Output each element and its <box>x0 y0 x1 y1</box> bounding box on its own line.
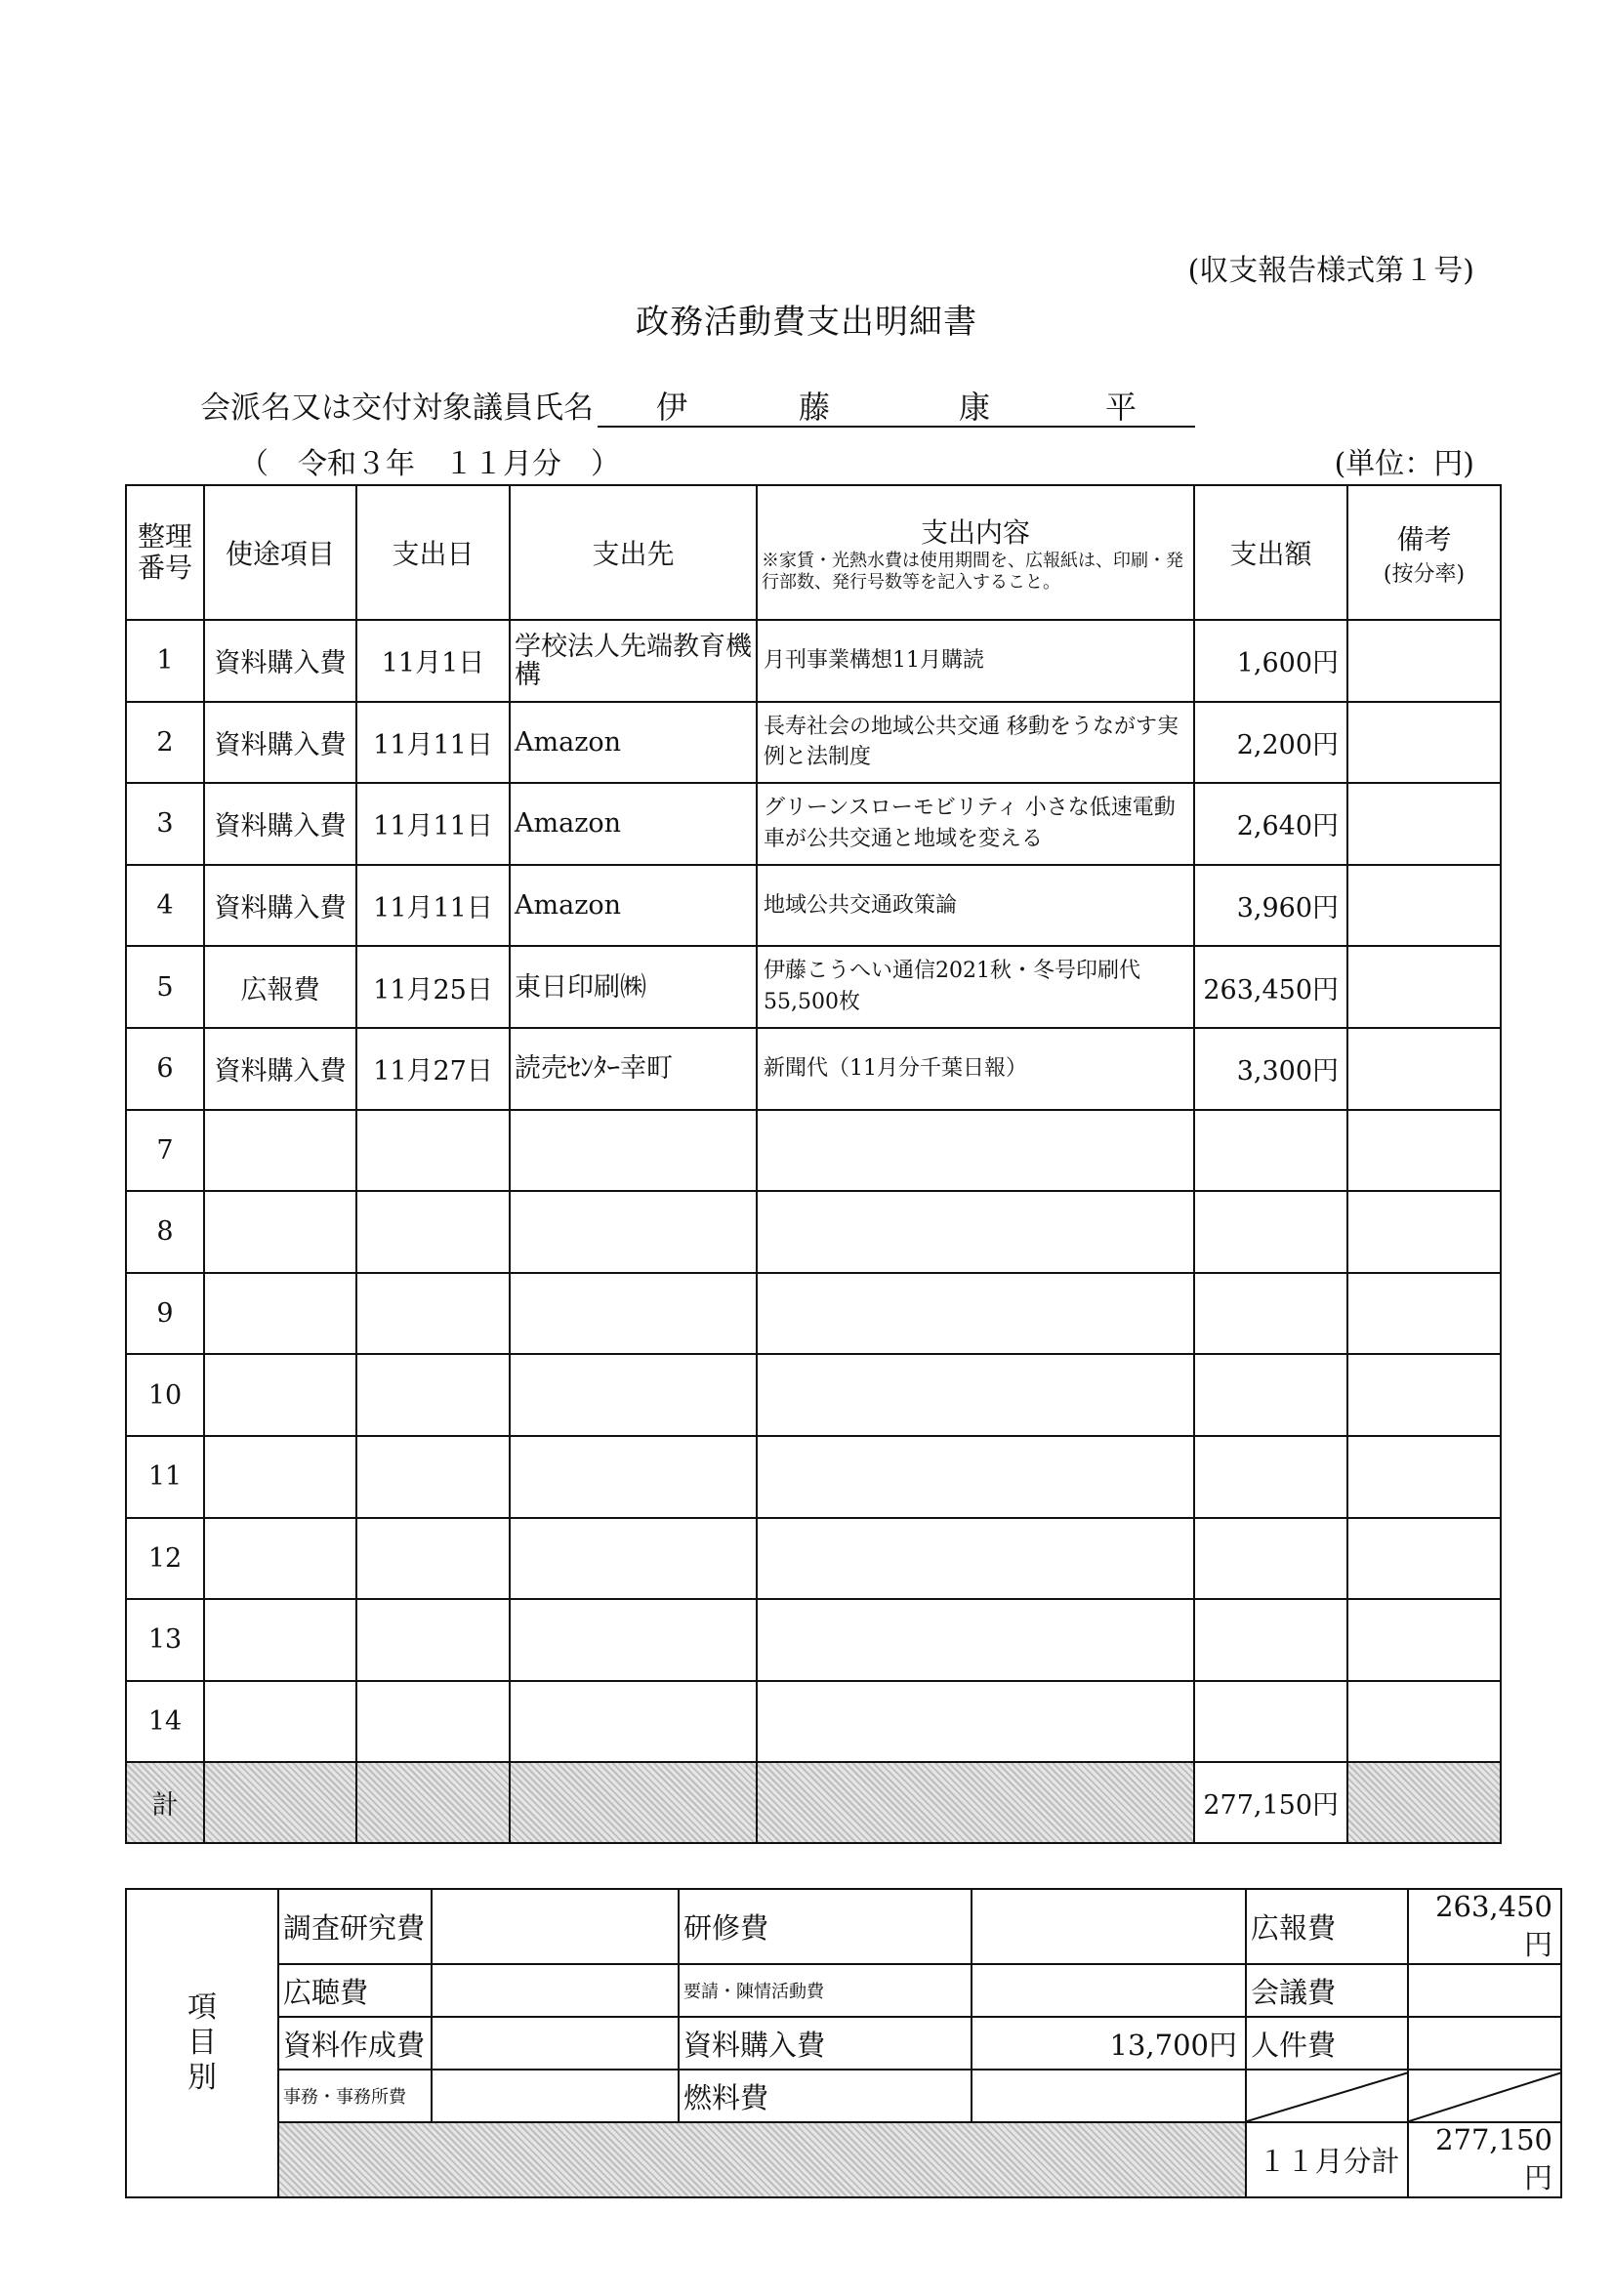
row-payee <box>510 1436 757 1518</box>
summary-label: 資料購入費 <box>679 2017 972 2070</box>
table-row <box>126 1273 1501 1355</box>
row-remarks <box>1347 1191 1501 1273</box>
row-category: 資料購入費 <box>204 702 356 784</box>
member-name-char: 藤 <box>799 389 831 426</box>
report-period: （ 令和３年 １１月分 ） <box>239 447 620 481</box>
row-no: 9 <box>126 1273 204 1355</box>
row-category <box>204 1436 356 1518</box>
row-detail: 地域公共交通政策論 <box>757 865 1194 947</box>
row-payee: Amazon <box>510 865 757 947</box>
member-name-char: 康 <box>959 389 991 426</box>
summary-value <box>1408 2017 1561 2070</box>
row-payee <box>510 1273 757 1355</box>
row-date: 11月25日 <box>356 946 510 1028</box>
row-payee: Amazon <box>510 783 757 865</box>
row-payee <box>510 1110 757 1192</box>
row-date <box>356 1273 510 1355</box>
row-amount <box>1194 1191 1347 1273</box>
total-filler <box>510 1762 757 1843</box>
table-row <box>126 1599 1501 1681</box>
form-number: (収支報告様式第１号) <box>1187 254 1474 288</box>
row-amount: 2,640円 <box>1194 783 1347 865</box>
row-amount <box>1194 1436 1347 1518</box>
row-date: 11月11日 <box>356 783 510 865</box>
row-no: 14 <box>126 1681 204 1763</box>
table-row <box>126 620 1501 702</box>
row-remarks <box>1347 946 1501 1028</box>
row-amount: 1,600円 <box>1194 620 1347 702</box>
row-category: 資料購入費 <box>204 783 356 865</box>
row-date <box>356 1191 510 1273</box>
group-name-label: 会派名又は交付対象議員氏名 <box>200 390 594 426</box>
summary-strike-cell <box>1408 2070 1561 2122</box>
row-detail: 新聞代（11月分千葉日報） <box>757 1028 1194 1110</box>
table-row <box>126 1191 1501 1273</box>
row-no: 7 <box>126 1110 204 1192</box>
summary-label: 要請・陳情活動費 <box>679 1964 972 2017</box>
row-payee <box>510 1599 757 1681</box>
row-detail: 伊藤こうへい通信2021秋・冬号印刷代55,500枚 <box>757 946 1194 1028</box>
row-date <box>356 1110 510 1192</box>
row-amount: 263,450円 <box>1194 946 1347 1028</box>
row-date: 11月11日 <box>356 865 510 947</box>
summary-label: 広報費 <box>1246 1889 1408 1964</box>
row-payee: 読売ｾﾝﾀｰ幸町 <box>510 1028 757 1110</box>
member-name-char: 平 <box>1105 389 1137 426</box>
row-category <box>204 1518 356 1600</box>
member-name <box>598 383 1195 428</box>
total-filler <box>757 1762 1194 1843</box>
row-detail <box>757 1681 1194 1763</box>
summary-value <box>432 1964 679 2017</box>
row-no: 2 <box>126 702 204 784</box>
row-amount <box>1194 1681 1347 1763</box>
row-category: 資料購入費 <box>204 1028 356 1110</box>
table-row <box>126 1518 1501 1600</box>
row-no: 11 <box>126 1436 204 1518</box>
side-char: 別 <box>187 2061 217 2095</box>
row-detail <box>757 1273 1194 1355</box>
row-remarks <box>1347 865 1501 947</box>
col-header-remarks <box>1347 485 1501 620</box>
total-filler <box>1347 1762 1501 1843</box>
total-amount: 277,150円 <box>1194 1762 1347 1843</box>
table-row <box>126 946 1501 1028</box>
row-remarks <box>1347 1354 1501 1436</box>
col-header-date: 支出日 <box>356 485 510 620</box>
col-header-category: 使途項目 <box>204 485 356 620</box>
row-remarks <box>1347 1599 1501 1681</box>
row-no: 5 <box>126 946 204 1028</box>
row-remarks <box>1347 1518 1501 1600</box>
col-header-payee: 支出先 <box>510 485 757 620</box>
summary-label: 研修費 <box>679 1889 972 1964</box>
row-category <box>204 1681 356 1763</box>
summary-value <box>972 1964 1246 2017</box>
row-detail <box>757 1354 1194 1436</box>
row-remarks <box>1347 1028 1501 1110</box>
row-payee <box>510 1354 757 1436</box>
row-detail: 月刊事業構想11月購読 <box>757 620 1194 702</box>
row-date <box>356 1436 510 1518</box>
summary-side-label <box>126 1889 278 2197</box>
row-payee: 東日印刷㈱ <box>510 946 757 1028</box>
row-no: 1 <box>126 620 204 702</box>
row-amount <box>1194 1354 1347 1436</box>
summary-value <box>972 1889 1246 1964</box>
summary-label: 調査研究費 <box>278 1889 432 1964</box>
row-amount <box>1194 1599 1347 1681</box>
total-filler <box>204 1762 356 1843</box>
unit-label: (単位：円) <box>1334 447 1474 481</box>
member-name-char: 伊 <box>656 389 688 426</box>
category-summary-table <box>125 1888 1562 2198</box>
side-char: 目 <box>187 2026 217 2060</box>
row-amount: 2,200円 <box>1194 702 1347 784</box>
row-category: 資料購入費 <box>204 865 356 947</box>
total-filler <box>356 1762 510 1843</box>
summary-label: 資料作成費 <box>278 2017 432 2070</box>
row-payee <box>510 1518 757 1600</box>
table-row <box>126 1110 1501 1192</box>
col-header-remarks-sub: (按分率) <box>1383 561 1466 587</box>
summary-value <box>432 2017 679 2070</box>
row-date: 11月1日 <box>356 620 510 702</box>
table-row <box>126 1681 1501 1763</box>
row-detail <box>757 1599 1194 1681</box>
row-no: 12 <box>126 1518 204 1600</box>
row-remarks <box>1347 1681 1501 1763</box>
side-char: 項 <box>187 1990 217 2025</box>
table-row <box>126 865 1501 947</box>
row-amount: 3,960円 <box>1194 865 1347 947</box>
row-amount: 3,300円 <box>1194 1028 1347 1110</box>
total-label: 計 <box>126 1762 204 1843</box>
row-category <box>204 1354 356 1436</box>
document-title: 政務活動費支出明細書 <box>636 303 977 342</box>
row-category <box>204 1599 356 1681</box>
row-detail <box>757 1436 1194 1518</box>
row-date <box>356 1599 510 1681</box>
diagonal-strike-icon <box>1409 2070 1562 2123</box>
row-no: 4 <box>126 865 204 947</box>
col-header-amount: 支出額 <box>1194 485 1347 620</box>
summary-value <box>1408 1964 1561 2017</box>
row-date <box>356 1354 510 1436</box>
col-header-detail <box>757 485 1194 620</box>
row-category: 資料購入費 <box>204 620 356 702</box>
summary-strike-cell <box>1246 2070 1408 2122</box>
summary-value <box>972 2070 1246 2122</box>
row-category <box>204 1273 356 1355</box>
row-detail <box>757 1518 1194 1600</box>
row-category <box>204 1191 356 1273</box>
row-remarks <box>1347 1273 1501 1355</box>
row-payee <box>510 1681 757 1763</box>
month-total-label: １１月分計 <box>1246 2122 1408 2197</box>
col-header-no: 整理番号 <box>126 485 204 620</box>
summary-value: 263,450円 <box>1408 1889 1561 1964</box>
row-date <box>356 1681 510 1763</box>
row-detail: 長寿社会の地域公共交通 移動をうながす実例と法制度 <box>757 702 1194 784</box>
row-category: 広報費 <box>204 946 356 1028</box>
row-category <box>204 1110 356 1192</box>
summary-value: 13,700円 <box>972 2017 1246 2070</box>
table-row <box>126 702 1501 784</box>
row-no: 8 <box>126 1191 204 1273</box>
row-detail: グリーンスローモビリティ 小さな低速電動車が公共交通と地域を変える <box>757 783 1194 865</box>
col-header-detail-label: 支出内容 <box>920 515 1030 549</box>
expense-table <box>125 484 1502 1844</box>
month-total-value: 277,150円 <box>1408 2122 1561 2197</box>
summary-label: 燃料費 <box>679 2070 972 2122</box>
summary-filler <box>278 2122 1246 2197</box>
row-date: 11月11日 <box>356 702 510 784</box>
row-detail <box>757 1110 1194 1192</box>
diagonal-strike-icon <box>1247 2070 1409 2123</box>
row-remarks <box>1347 1110 1501 1192</box>
table-row <box>126 1436 1501 1518</box>
row-amount <box>1194 1273 1347 1355</box>
row-amount <box>1194 1110 1347 1192</box>
summary-label: 広聴費 <box>278 1964 432 2017</box>
table-row <box>126 1028 1501 1110</box>
row-payee <box>510 1191 757 1273</box>
row-detail <box>757 1191 1194 1273</box>
row-remarks <box>1347 620 1501 702</box>
summary-label: 事務・事務所費 <box>278 2070 432 2122</box>
row-no: 10 <box>126 1354 204 1436</box>
row-date <box>356 1518 510 1600</box>
summary-label: 会議費 <box>1246 1964 1408 2017</box>
row-no: 6 <box>126 1028 204 1110</box>
row-remarks <box>1347 1436 1501 1518</box>
row-no: 13 <box>126 1599 204 1681</box>
summary-label: 人件費 <box>1246 2017 1408 2070</box>
row-payee: Amazon <box>510 702 757 784</box>
row-amount <box>1194 1518 1347 1600</box>
table-row <box>126 1354 1501 1436</box>
col-header-detail-note: ※家賃・光熱水費は使用期間を、広報紙は、印刷・発行部数、発行号数等を記入すること。 <box>762 550 1183 593</box>
row-no: 3 <box>126 783 204 865</box>
summary-value <box>432 2070 679 2122</box>
table-row <box>126 783 1501 865</box>
col-header-remarks-label: 備考 <box>1396 522 1452 555</box>
row-date: 11月27日 <box>356 1028 510 1110</box>
row-remarks <box>1347 702 1501 784</box>
row-remarks <box>1347 783 1501 865</box>
row-payee: 学校法人先端教育機構 <box>510 620 757 702</box>
summary-value <box>432 1889 679 1964</box>
